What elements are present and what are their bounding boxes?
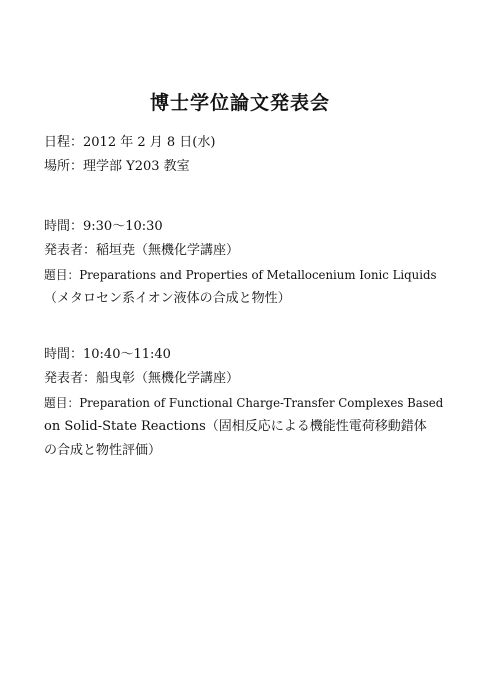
talk-title: 題目：Preparations and Properties of Metallocenium Ionic Liquids [44,268,437,282]
talk-title-translation: の合成と物性評価） [44,443,162,458]
event-place: 場所：理学部 Y203 教室 [44,159,190,174]
talk-time: 時間：10:40〜11:40 [44,347,171,362]
talk-entry [44,215,444,311]
talk-time: 時間：9:30〜10:30 [44,219,163,234]
talk-presenter: 発表者：船曳彰（無機化学講座） [44,371,240,386]
document-title: 博士学位論文発表会 [149,92,330,114]
event-info [44,131,444,179]
talk-presenter: 発表者：稲垣尭（無機化学講座） [44,243,240,258]
event-date: 日程：2012 年 2 月 8 日(水) [44,135,216,150]
talk-entry [44,343,444,463]
talk-title-continued: on Solid-State Reactions（固相反応による機能性電荷移動錯体 [44,419,427,434]
talk-title: 題目：Preparation of Functional Charge-Transfer Complexes Based [44,396,444,410]
talk-title-translation: （メタロセン系イオン液体の合成と物性） [44,291,291,306]
